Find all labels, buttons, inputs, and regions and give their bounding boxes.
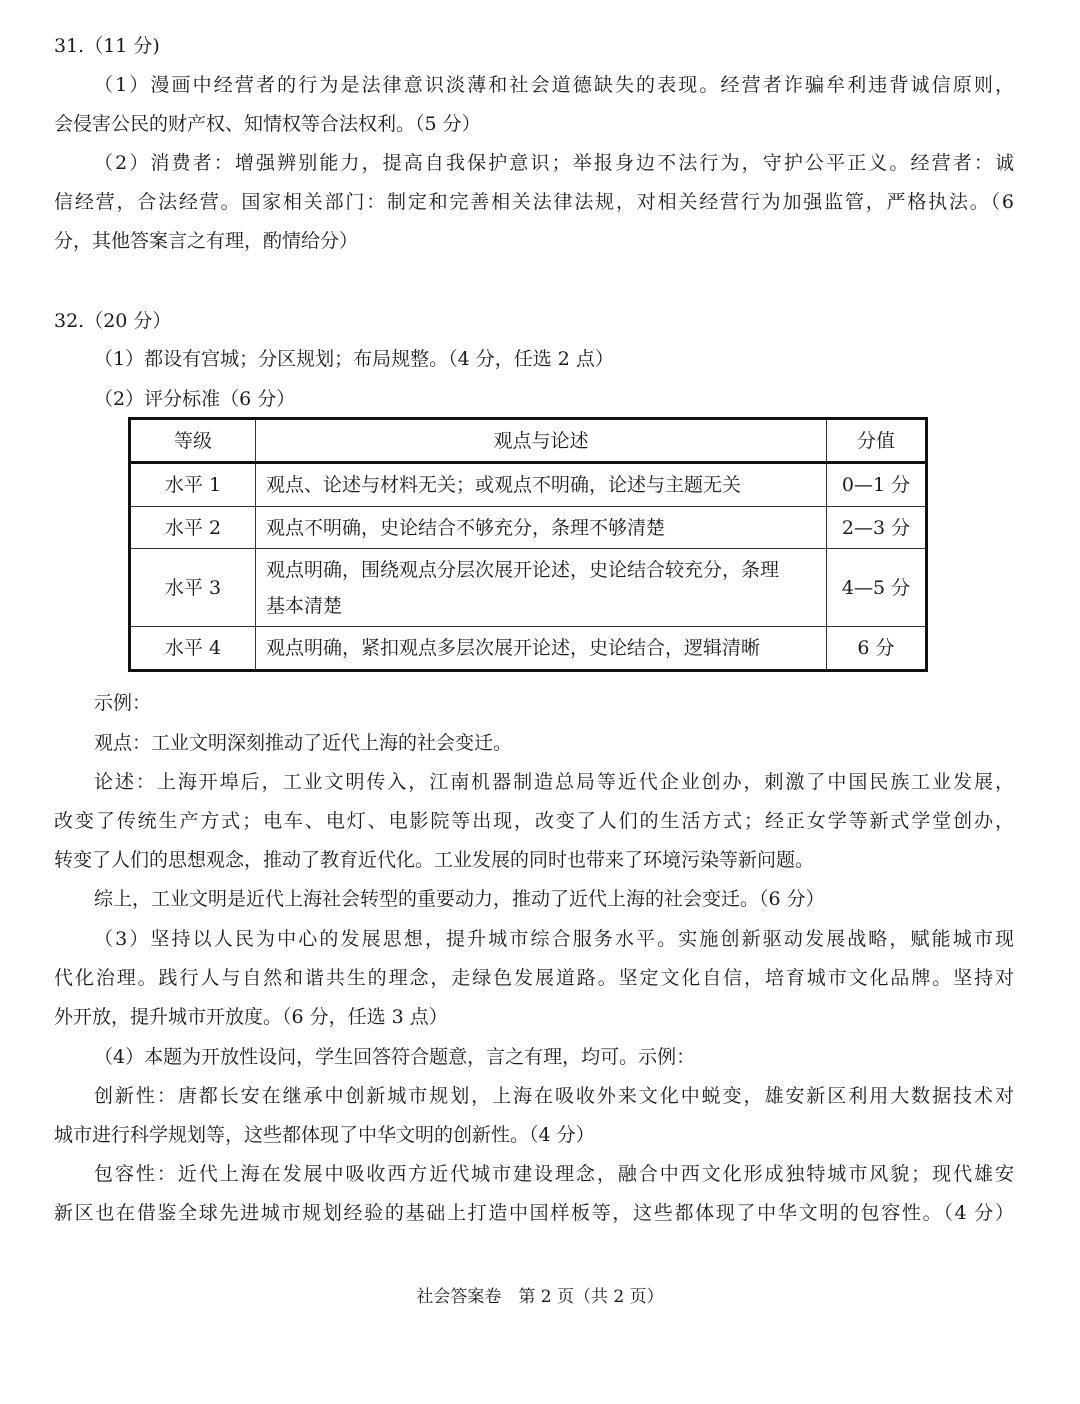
q31-answer-1-line: 会侵害公民的财产权、知情权等合法权利。（5 分） — [54, 113, 481, 135]
q32-answer-3-line: 外开放，提升城市开放度。（6 分，任选 3 点） — [54, 1006, 448, 1028]
q32-answer-2-title: （2）评分标准（6 分） — [94, 388, 296, 410]
q32-answer-1: （1）都设有宫城；分区规划；布局规整。（4 分，任选 2 点） — [94, 348, 614, 370]
header-score: 分值 — [827, 419, 927, 463]
q31-answer-2-line: 信经营，合法经营。国家相关部门：制定和完善相关法律法规，对相关经营行为加强监管，严格执法。（6 — [54, 191, 1014, 213]
q32-answer-3-line: （3）坚持以人民为中心的发展思想，提升城市综合服务水平。实施创新驱动发展战略，赋能城市现 — [94, 928, 1014, 950]
example-argument-line: 论述：上海开埠后，工业文明传入，江南机器制造总局等近代企业创办，刺激了中国民族工业发展， — [94, 771, 1014, 793]
table-row — [130, 627, 927, 671]
level-cell: 水平 3 — [130, 549, 256, 627]
q31-heading: 31.（11 分) — [54, 35, 160, 57]
q32-answer-3-line: 代化治理。践行人与自然和谐共生的理念，走绿色发展道路。坚定文化自信，培育城市文化品牌。坚持对 — [54, 967, 1014, 989]
q31-answer-1-line: （1）漫画中经营者的行为是法律意识淡薄和社会道德缺失的表现。经营者诈骗牟利违背诚信原则， — [94, 74, 1014, 96]
score-cell: 4—5 分 — [827, 549, 927, 627]
description-line: 观点明确，围绕观点分层次展开论述，史论结合较充分，条理 — [266, 558, 780, 581]
example-viewpoint: 观点：工业文明深刻推动了近代上海的社会变迁。 — [94, 732, 513, 754]
example-label: 示例： — [94, 692, 152, 714]
description-cell — [256, 549, 827, 627]
table-row — [130, 549, 927, 627]
q31-answer-2-line: 分，其他答案言之有理，酌情给分） — [54, 230, 359, 252]
innovation-line: 城市进行科学规划等，这些都体现了中华文明的创新性。（4 分） — [54, 1124, 595, 1146]
inclusiveness-line: 包容性：近代上海在发展中吸收西方近代城市建设理念，融合中西文化形成独特城市风貌；现代雄安 — [94, 1163, 1014, 1185]
score-cell: 6 分 — [827, 627, 927, 671]
description-cell: 观点、论述与材料无关；或观点不明确，论述与主题无关 — [256, 463, 827, 507]
q31-answer-2-line: （2）消费者：增强辨别能力，提高自我保护意识；举报身边不法行为，守护公平正义。经营者：诚 — [94, 152, 1014, 174]
scoring-table — [128, 417, 928, 672]
level-cell: 水平 1 — [130, 463, 256, 507]
level-cell: 水平 4 — [130, 627, 256, 671]
level-cell: 水平 2 — [130, 507, 256, 549]
description-cell: 观点不明确，史论结合不够充分，条理不够清楚 — [256, 507, 827, 549]
description-line: 基本清楚 — [266, 594, 343, 617]
table-row — [130, 507, 927, 549]
example-summary: 综上，工业文明是近代上海社会转型的重要动力，推动了近代上海的社会变迁。（6 分） — [94, 888, 825, 910]
description-cell: 观点明确，紧扣观点多层次展开论述，史论结合，逻辑清晰 — [256, 627, 827, 671]
innovation-line: 创新性：唐都长安在继承中创新城市规划，上海在吸收外来文化中蜕变，雄安新区利用大数据技术对 — [94, 1085, 1014, 1107]
score-cell: 2—3 分 — [827, 507, 927, 549]
inclusiveness-line: 新区也在借鉴全球先进城市规划经验的基础上打造中国样板等，这些都体现了中华文明的包容性。（4 分） — [54, 1202, 1014, 1224]
q32-answer-4-title: （4）本题为开放性设问，学生回答符合题意，言之有理，均可。示例： — [94, 1046, 696, 1068]
table-header-row — [130, 419, 927, 463]
header-level: 等级 — [130, 419, 256, 463]
example-argument-line: 改变了传统生产方式；电车、电灯、电影院等出现，改变了人们的生活方式；经正女学等新式学堂创办， — [54, 810, 1014, 832]
q32-heading: 32.（20 分） — [54, 310, 172, 332]
header-description: 观点与论述 — [256, 419, 827, 463]
table-row — [130, 463, 927, 507]
example-argument-line: 转变了人们的思想观念，推动了教育近代化。工业发展的同时也带来了环境污染等新问题。 — [54, 849, 815, 871]
page-footer: 社会答案卷 第 2 页（共 2 页） — [416, 1287, 664, 1307]
score-cell: 0—1 分 — [827, 463, 927, 507]
